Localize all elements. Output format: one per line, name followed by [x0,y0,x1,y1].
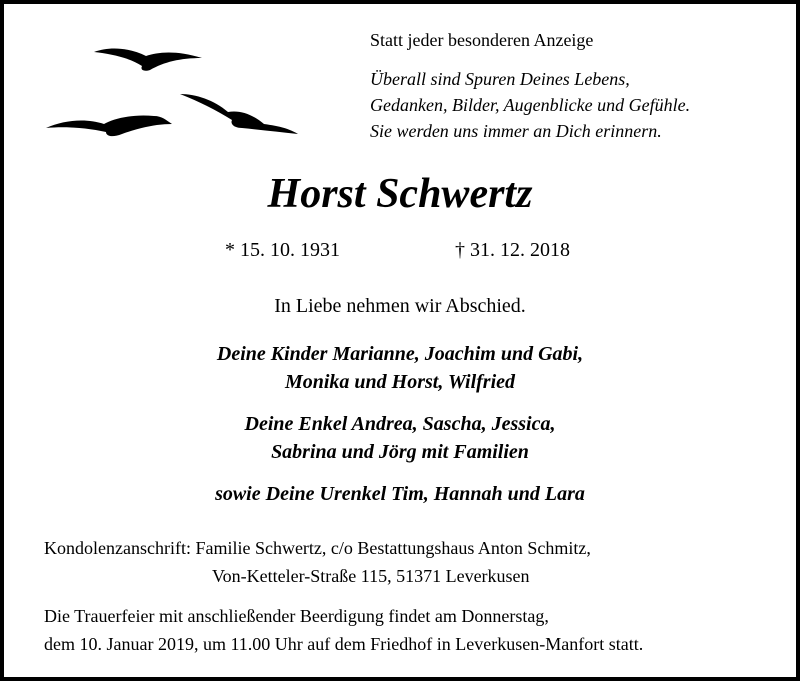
birth-date: * 15. 10. 1931 [225,239,340,261]
mourners-line: Sabrina und Jörg mit Familien [271,441,529,463]
flying-birds-icon [42,36,304,142]
intro-text: Statt jeder besonderen Anzeige [370,30,594,50]
condolence-line: Kondolenzanschrift: Familie Schwertz, c/o Bestattungshaus Anton Schmitz, [44,538,591,558]
bird-icon [94,49,202,71]
condolence-line: Von-Ketteler-Straße 115, 51371 Leverkusen [212,566,530,586]
memorial-poem [370,66,690,144]
poem-line: Überall sind Spuren Deines Lebens, [370,69,630,89]
service-line: dem 10. Januar 2019, um 11.00 Uhr auf dem Friedhof in Leverkusen-Manfort statt. [44,634,644,654]
mourners-line: Deine Enkel Andrea, Sascha, Jessica, [244,413,556,435]
service-line: Die Trauerfeier mit anschließender Beerdigung findet am Donnerstag, [44,606,549,626]
farewell-text: In Liebe nehmen wir Abschied. [274,295,526,317]
death-date: † 31. 12. 2018 [455,239,570,261]
mourners-line: Deine Kinder Marianne, Joachim und Gabi, [216,343,584,365]
mourners-grandchildren [4,410,796,466]
mourners-children [4,340,796,396]
funeral-service-info [44,602,643,658]
bird-icon [180,94,298,134]
mourners-great-grandchildren: sowie Deine Urenkel Tim, Hannah und Lara [215,483,585,505]
deceased-name: Horst Schwertz [267,171,533,217]
mourners-line: Monika und Horst, Wilfried [284,371,516,393]
condolence-address [44,534,752,590]
poem-line: Gedanken, Bilder, Augenblicke und Gefühle. [370,95,691,115]
bird-icon [46,115,172,136]
poem-line: Sie werden uns immer an Dich erinnern. [370,121,662,141]
